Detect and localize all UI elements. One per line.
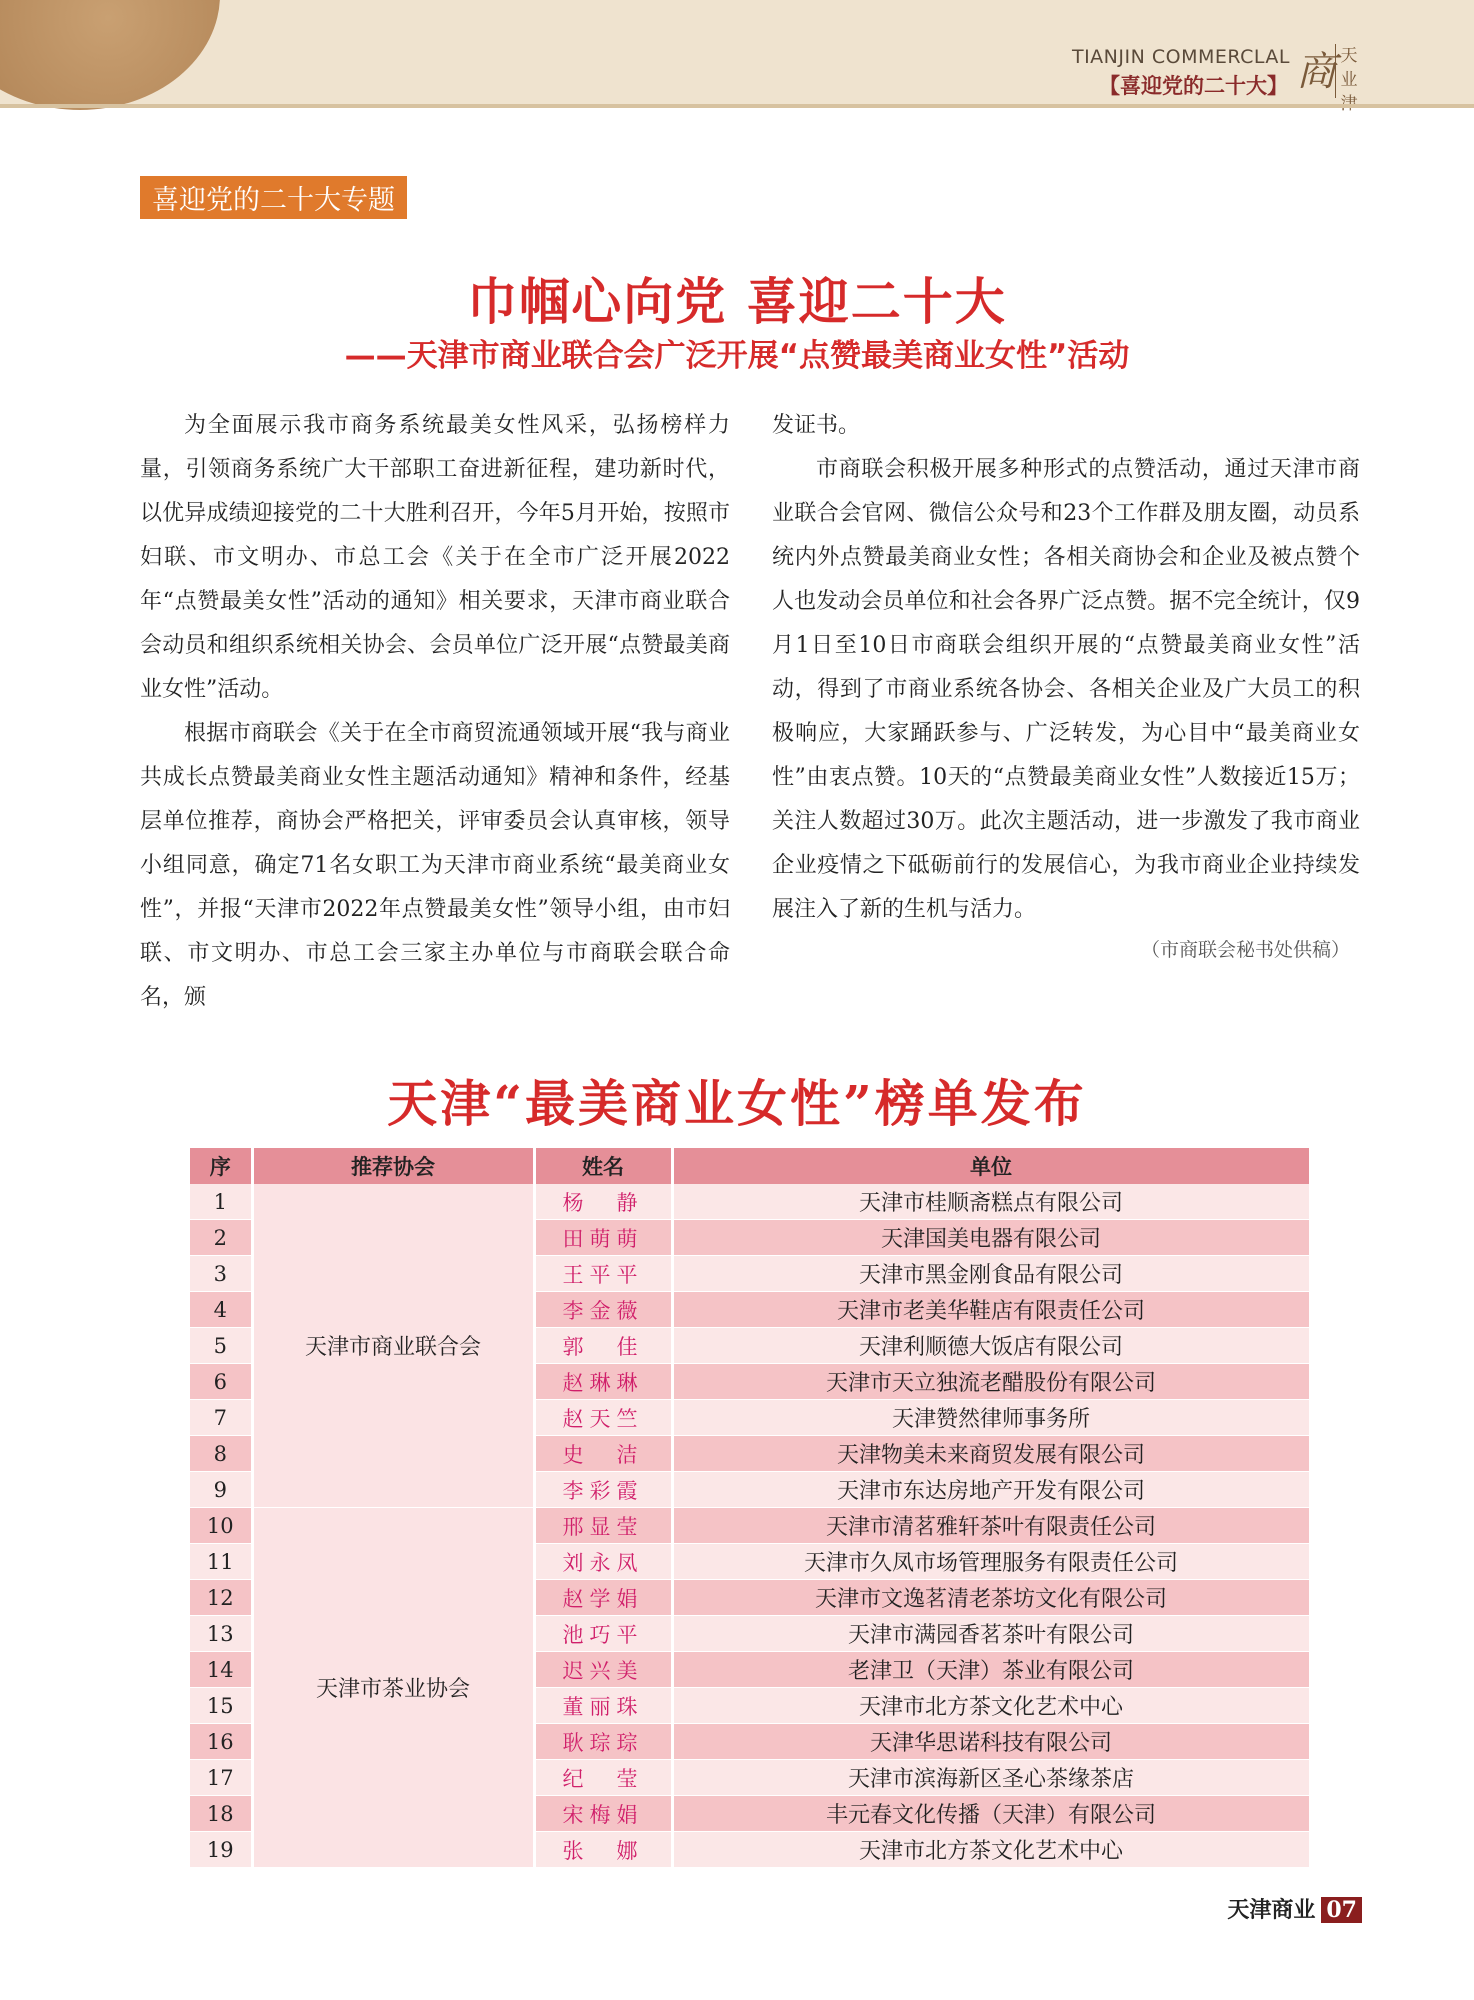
row-name: 池巧平 — [534, 1616, 672, 1652]
row-unit: 天津市桂顺斋糕点有限公司 — [672, 1184, 1310, 1220]
row-unit: 天津物美未来商贸发展有限公司 — [672, 1436, 1310, 1472]
paragraph: 发证书。 — [772, 413, 861, 438]
row-name: 赵琳琳 — [534, 1364, 672, 1400]
row-unit: 天津市东达房地产开发有限公司 — [672, 1472, 1310, 1508]
page-number: 07 — [1321, 1897, 1362, 1923]
row-unit: 天津国美电器有限公司 — [672, 1220, 1310, 1256]
magazine-english-title: TIANJIN COMMERCLAL — [1071, 46, 1290, 68]
row-unit: 丰元春文化传播（天津）有限公司 — [672, 1796, 1310, 1832]
row-name: 邢显莹 — [534, 1508, 672, 1544]
row-name: 耿琮琮 — [534, 1724, 672, 1760]
row-name: 纪 莹 — [534, 1760, 672, 1796]
magazine-logo: 商 — [1296, 49, 1336, 95]
row-name: 王平平 — [534, 1256, 672, 1292]
row-unit: 老津卫（天津）茶业有限公司 — [672, 1652, 1310, 1688]
paragraph: 市商联会积极开展多种形式的点赞活动，通过天津市商业联合会官网、微信公众号和23个工作群及朋友圈，动员系统内外点赞最美商业女性；各相关商协会和企业及被点赞个人也发动会员单位和社会各界广泛点赞。据不完全统计，仅9月1日至10日市商联会组织开展的“点赞最美商业女性”活动，得到了市商业系统各协会、各相关企业及广大员工的积极响应，大家踊跃参与、广泛转发，为心目中“最美商业女性”由衷点赞。10天的“点赞最美商业女性”人数接近15万；关注人数超过30万。此次主题活动，进一步激发了我市商业企业疫情之下砥砺前行的发展信心，为我市商业企业持续发展注入了新的生机与活力。 — [772, 457, 1360, 922]
row-seq: 9 — [190, 1472, 252, 1508]
magazine-logo-box: 天 业 — [1335, 44, 1362, 98]
row-seq: 19 — [190, 1832, 252, 1868]
row-seq: 3 — [190, 1256, 252, 1292]
row-unit: 天津华思诺科技有限公司 — [672, 1724, 1310, 1760]
row-name: 刘永凤 — [534, 1544, 672, 1580]
row-association: 天津市茶业协会 — [252, 1508, 534, 1868]
table-row — [190, 1508, 1310, 1544]
section-tag: 喜迎党的二十大专题 — [140, 176, 407, 219]
row-name: 赵学娟 — [534, 1580, 672, 1616]
page-footer — [1227, 1893, 1362, 1924]
row-seq: 16 — [190, 1724, 252, 1760]
paragraph: 根据市商联会《关于在全市商贸流通领域开展“我与商业共成长点赞最美商业女性主题活动通知》精神和条件，经基层单位推荐，商协会严格把关，评审委员会认真审核，领导小组同意，确定71名女职工为天津市商业系统“最美商业女性”，并报“天津市2022年点赞最美女性”领导小组，由市妇联、市文明办、市总工会三家主办单位与市商联会联合命名，颁 — [140, 721, 730, 1010]
row-seq: 4 — [190, 1292, 252, 1328]
header-association: 推荐协会 — [252, 1148, 534, 1184]
row-seq: 12 — [190, 1580, 252, 1616]
row-seq: 11 — [190, 1544, 252, 1580]
row-unit: 天津市北方茶文化艺术中心 — [672, 1688, 1310, 1724]
row-name: 董丽珠 — [534, 1688, 672, 1724]
magazine-column-name: 【喜迎党的二十大】 — [1099, 73, 1288, 98]
row-name: 李金薇 — [534, 1292, 672, 1328]
row-name: 赵天竺 — [534, 1400, 672, 1436]
table-header-row — [190, 1148, 1310, 1184]
row-name: 史 洁 — [534, 1436, 672, 1472]
row-seq: 7 — [190, 1400, 252, 1436]
row-name: 宋梅娟 — [534, 1796, 672, 1832]
globe-decoration — [0, 0, 220, 110]
article-column-left — [140, 404, 730, 1020]
row-unit: 天津市天立独流老醋股份有限公司 — [672, 1364, 1310, 1400]
article-credit: （市商联会秘书处供稿） — [1140, 939, 1350, 961]
row-seq: 6 — [190, 1364, 252, 1400]
table-row — [190, 1184, 1310, 1220]
row-unit: 天津赞然律师事务所 — [672, 1400, 1310, 1436]
row-unit: 天津市满园香茗茶叶有限公司 — [672, 1616, 1310, 1652]
header-seq: 序 — [190, 1148, 252, 1184]
row-seq: 8 — [190, 1436, 252, 1472]
article-column-right — [772, 404, 1360, 968]
row-unit: 天津市文逸茗清老茶坊文化有限公司 — [672, 1580, 1310, 1616]
row-name: 田萌萌 — [534, 1220, 672, 1256]
row-name: 郭 佳 — [534, 1328, 672, 1364]
row-unit: 天津市久凤市场管理服务有限责任公司 — [672, 1544, 1310, 1580]
row-unit: 天津市滨海新区圣心茶缘茶店 — [672, 1760, 1310, 1796]
header-name: 姓名 — [534, 1148, 672, 1184]
row-name: 张 娜 — [534, 1832, 672, 1868]
list-title: 天津“最美商业女性”榜单发布 — [387, 1074, 1087, 1133]
page-header — [0, 0, 1474, 104]
header-unit: 单位 — [672, 1148, 1310, 1184]
row-unit: 天津市老美华鞋店有限责任公司 — [672, 1292, 1310, 1328]
row-seq: 15 — [190, 1688, 252, 1724]
article-subtitle: ——天津市商业联合会广泛开展“点赞最美商业女性”活动 — [344, 338, 1130, 374]
row-association: 天津市商业联合会 — [252, 1184, 534, 1508]
row-seq: 5 — [190, 1328, 252, 1364]
header-divider — [0, 104, 1474, 108]
row-seq: 10 — [190, 1508, 252, 1544]
row-unit: 天津市黑金刚食品有限公司 — [672, 1256, 1310, 1292]
article-title: 巾帼心向党 喜迎二十大 — [467, 272, 1007, 331]
row-name: 迟兴美 — [534, 1652, 672, 1688]
row-seq: 2 — [190, 1220, 252, 1256]
row-seq: 1 — [190, 1184, 252, 1220]
paragraph: 为全面展示我市商务系统最美女性风采，弘扬榜样力量，引领商务系统广大干部职工奋进新征程，建功新时代，以优异成绩迎接党的二十大胜利召开，今年5月开始，按照市妇联、市文明办、市总工会《关于在全市广泛开展2022年“点赞最美女性”活动的通知》相关要求，天津市商业联合会动员和组织系统相关协会、会员单位广泛开展“点赞最美商业女性”活动。 — [140, 413, 730, 702]
row-seq: 17 — [190, 1760, 252, 1796]
row-name: 杨 静 — [534, 1184, 672, 1220]
row-seq: 14 — [190, 1652, 252, 1688]
row-seq: 18 — [190, 1796, 252, 1832]
row-name: 李彩霞 — [534, 1472, 672, 1508]
footer-magazine-name: 天津商业 — [1227, 1898, 1316, 1923]
row-unit: 天津市北方茶文化艺术中心 — [672, 1832, 1310, 1868]
row-seq: 13 — [190, 1616, 252, 1652]
row-unit: 天津利顺德大饭店有限公司 — [672, 1328, 1310, 1364]
honor-list-table — [190, 1148, 1312, 1868]
row-unit: 天津市清茗雅轩茶叶有限责任公司 — [672, 1508, 1310, 1544]
